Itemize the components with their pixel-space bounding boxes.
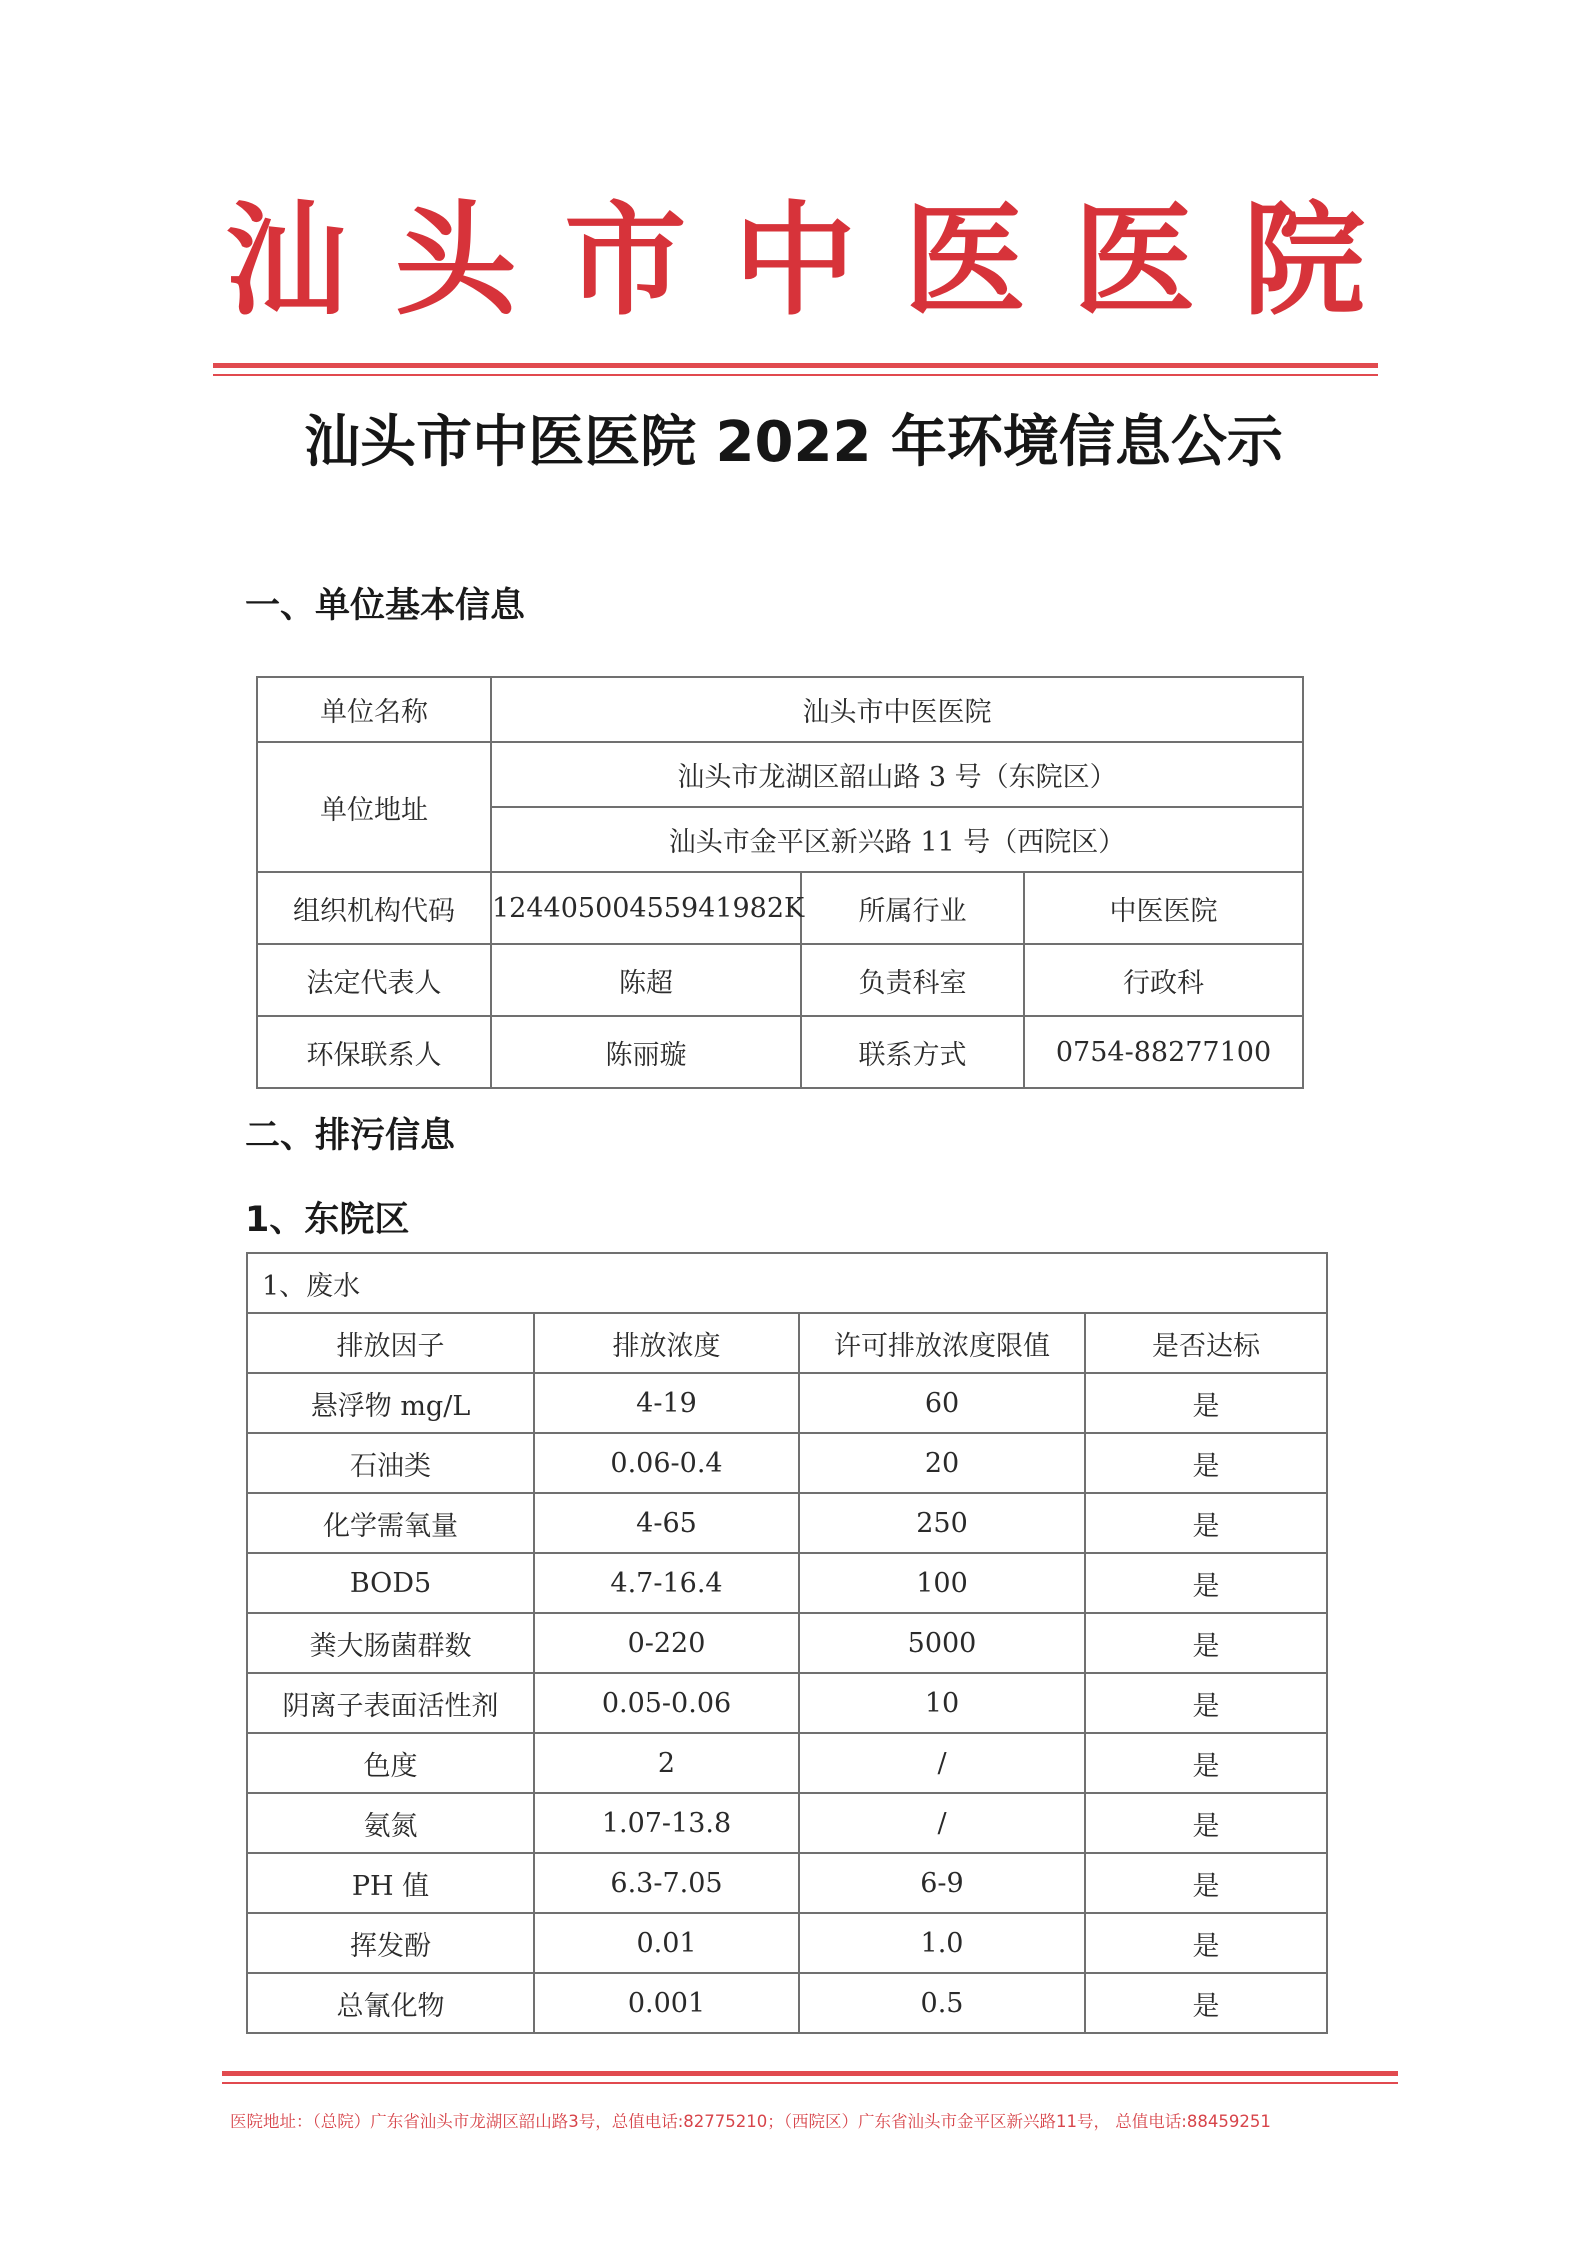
table-row <box>247 1433 1327 1493</box>
table-row <box>247 1973 1327 2033</box>
table-cell: 100 <box>799 1553 1085 1613</box>
table-cell: 是 <box>1085 1733 1327 1793</box>
letterhead-char: 医 <box>903 188 1026 332</box>
table-cell: 0.06-0.4 <box>534 1433 799 1493</box>
table-cell: PH 值 <box>247 1853 534 1913</box>
table-cell: 1.07-13.8 <box>534 1793 799 1853</box>
wastewater-caption: 1、废水 <box>247 1253 1327 1313</box>
table-row <box>247 1913 1327 1973</box>
basic-info-table <box>256 676 1304 1089</box>
letterhead-char: 中 <box>733 188 856 332</box>
table-cell: 0-220 <box>534 1613 799 1673</box>
table-cell: 10 <box>799 1673 1085 1733</box>
letterhead-char: 市 <box>564 188 687 332</box>
table-cell: 是 <box>1085 1793 1327 1853</box>
table-cell: 60 <box>799 1373 1085 1433</box>
footer-rule-thick <box>222 2071 1398 2076</box>
table-row <box>247 1373 1327 1433</box>
table-cell: 是 <box>1085 1973 1327 2033</box>
table-cell: 是 <box>1085 1913 1327 1973</box>
table-row <box>257 944 1303 1016</box>
table-cell: 是 <box>1085 1553 1327 1613</box>
table-row <box>247 1733 1327 1793</box>
section-heading-discharge: 二、排污信息 <box>245 1116 456 1156</box>
table-row <box>247 1493 1327 1553</box>
letterhead-char: 汕 <box>225 188 347 332</box>
table-cell: 是 <box>1085 1433 1327 1493</box>
table-cell: / <box>799 1793 1085 1853</box>
table-cell: 0.001 <box>534 1973 799 2033</box>
column-header: 排放因子 <box>247 1313 534 1373</box>
letterhead-char: 院 <box>1242 188 1365 332</box>
industry-label: 所属行业 <box>801 872 1024 944</box>
table-cell: 20 <box>799 1433 1085 1493</box>
table-cell: 0.5 <box>799 1973 1085 2033</box>
table-cell: 是 <box>1085 1853 1327 1913</box>
env-contact-value: 陈丽璇 <box>491 1016 801 1088</box>
table-cell: 是 <box>1085 1493 1327 1553</box>
section-heading-basic-info: 一、单位基本信息 <box>245 586 526 626</box>
subsection-heading-east: 1、东院区 <box>245 1200 410 1240</box>
table-row <box>247 1553 1327 1613</box>
table-cell: 4-19 <box>534 1373 799 1433</box>
table-cell: 2 <box>534 1733 799 1793</box>
table-cell: 4.7-16.4 <box>534 1553 799 1613</box>
unit-name-value: 汕头市中医医院 <box>491 677 1303 742</box>
footer-rule-thin <box>222 2082 1398 2084</box>
table-cell: 是 <box>1085 1373 1327 1433</box>
legal-rep-label: 法定代表人 <box>257 944 491 1016</box>
column-header: 许可排放浓度限值 <box>799 1313 1085 1373</box>
footer-address: 医院地址：（总院）广东省汕头市龙湖区韶山路3号，总值电话:82775210；（西院区）广东省汕头市金平区新兴路11号， 总值电话:88459251 <box>230 2112 1271 2131</box>
unit-name-label: 单位名称 <box>257 677 491 742</box>
wastewater-table <box>246 1252 1328 2034</box>
address-east-value: 汕头市龙湖区韶山路 3 号（东院区） <box>491 742 1303 807</box>
table-cell: 是 <box>1085 1613 1327 1673</box>
table-cell: 6-9 <box>799 1853 1085 1913</box>
column-header: 排放浓度 <box>534 1313 799 1373</box>
table-cell: BOD5 <box>247 1553 534 1613</box>
table-caption-row <box>247 1253 1327 1313</box>
org-code-value: 12440500455941982K <box>491 872 801 944</box>
table-cell: 氨氮 <box>247 1793 534 1853</box>
table-cell: 6.3-7.05 <box>534 1853 799 1913</box>
table-row <box>257 1016 1303 1088</box>
table-cell: 0.05-0.06 <box>534 1673 799 1733</box>
dept-label: 负责科室 <box>801 944 1024 1016</box>
table-row <box>247 1673 1327 1733</box>
contact-label: 联系方式 <box>801 1016 1024 1088</box>
table-cell: 1.0 <box>799 1913 1085 1973</box>
table-row <box>247 1853 1327 1913</box>
table-cell: 250 <box>799 1493 1085 1553</box>
column-header: 是否达标 <box>1085 1313 1327 1373</box>
table-cell: 石油类 <box>247 1433 534 1493</box>
table-cell: 化学需氧量 <box>247 1493 534 1553</box>
address-label: 单位地址 <box>257 742 491 872</box>
legal-rep-value: 陈超 <box>491 944 801 1016</box>
table-cell: / <box>799 1733 1085 1793</box>
table-row <box>247 1613 1327 1673</box>
letterhead-char: 头 <box>394 188 517 332</box>
table-cell: 粪大肠菌群数 <box>247 1613 534 1673</box>
dept-value: 行政科 <box>1024 944 1303 1016</box>
table-cell: 阴离子表面活性剂 <box>247 1673 534 1733</box>
header-rule-thick <box>213 363 1378 368</box>
letterhead <box>225 190 1365 330</box>
table-row <box>257 742 1303 807</box>
table-cell: 是 <box>1085 1673 1327 1733</box>
address-west-value: 汕头市金平区新兴路 11 号（西院区） <box>491 807 1303 872</box>
header-rule-thin <box>213 374 1378 376</box>
letterhead-char: 医 <box>1073 188 1196 332</box>
table-cell: 4-65 <box>534 1493 799 1553</box>
contact-value: 0754-88277100 <box>1024 1016 1303 1088</box>
industry-value: 中医医院 <box>1024 872 1303 944</box>
document-title: 汕头市中医医院 2022 年环境信息公示 <box>304 410 1283 475</box>
table-cell: 5000 <box>799 1613 1085 1673</box>
table-cell: 挥发酚 <box>247 1913 534 1973</box>
table-cell: 色度 <box>247 1733 534 1793</box>
env-contact-label: 环保联系人 <box>257 1016 491 1088</box>
table-header-row <box>247 1313 1327 1373</box>
table-row <box>257 872 1303 944</box>
org-code-label: 组织机构代码 <box>257 872 491 944</box>
table-row <box>247 1793 1327 1853</box>
table-cell: 总氰化物 <box>247 1973 534 2033</box>
table-row <box>257 677 1303 742</box>
table-cell: 悬浮物 mg/L <box>247 1373 534 1433</box>
table-cell: 0.01 <box>534 1913 799 1973</box>
